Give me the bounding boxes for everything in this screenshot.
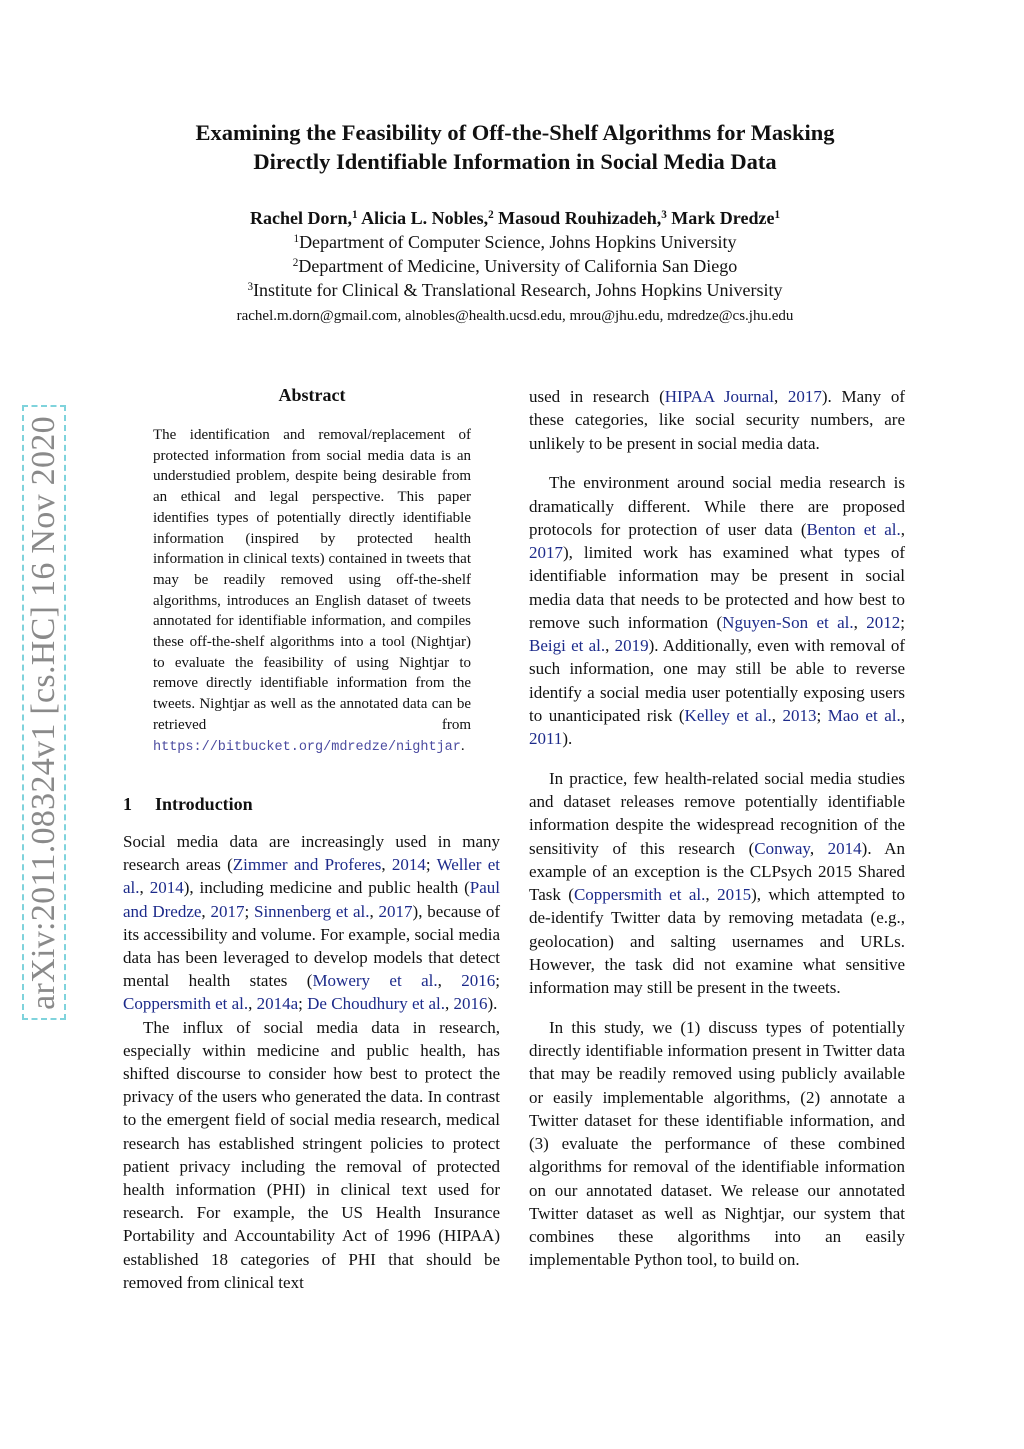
citation-link[interactable]: 2015 [717, 885, 752, 904]
citation-link[interactable]: Benton et al. [806, 519, 901, 539]
citation-link[interactable]: 2012 [866, 612, 901, 632]
arxiv-identifier-stamp [22, 405, 66, 1020]
citation-link[interactable]: 2019 [614, 636, 649, 655]
repository-link[interactable]: https://bitbucket.org/mdredze/nightjar [153, 739, 461, 755]
citation-link[interactable]: 2017 [210, 901, 245, 921]
paper-title [100, 118, 930, 176]
author-affil-mark: 1 [774, 208, 781, 221]
author-name: Alicia L. Nobles, [361, 208, 489, 228]
author-affil-mark: 3 [661, 208, 667, 221]
citation-link[interactable]: 2013 [782, 705, 817, 725]
citation-link[interactable]: 2016 [461, 971, 496, 991]
citation-link[interactable]: Coppersmith et al. [123, 994, 249, 1014]
section-title: Introduction [155, 794, 253, 814]
author-name: Rachel Dorn, [249, 208, 352, 228]
citation-link[interactable]: Beigi et al. [529, 636, 606, 655]
author-name: Masoud Rouhizadeh, [498, 208, 662, 228]
intro-paragraph-3: The environment around social media research is dramatically different. While there are proposed protocols for protection of user data (Benton et al., 2017), limited work has examined what types of identifiable information may be present in social media data that needs to be protected and how best to remove such information (Nguyen-Son et al., 2012; Beigi et al., 2019). Additionally, even with removal of such information, one may still be able to reverse identify a social media user potentially exposing users to unanticipated risk (Kelley et al., 2013; Mao et al., 2011). [529, 473, 906, 748]
citation-link[interactable]: Weller et al. [123, 855, 501, 898]
intro-paragraph-5: In this study, we (1) discuss types of potentially directly identifiable information present in Twitter data that may be readily removed using publicly available or easily implementable algorithms, (2) annotate a Twitter dataset for these identifiable information, and (3) evaluate the performance of these combined algorithms for removal of the identifiable information on our annotated dataset. We release our annotated Twitter dataset as well as Nightjar, our system that combines these algorithms into an easily implementable Python tool, to build on. [529, 1017, 905, 1270]
citation-link[interactable]: Sinnenberg et al. [254, 901, 370, 921]
citation-link[interactable]: Conway [754, 838, 810, 858]
left-column-body [123, 830, 500, 1294]
citation-link[interactable]: 2017 [378, 901, 413, 921]
abstract-text: The identification and removal/replacement of protected information from social media data is an understudied problem, despite being desirable from an ethical and legal perspective. This paper identifies types of potentially directly identifiable information (inspired by protected health information in clinical texts) contained in tweets that may be readily removed using off-the-shelf algorithms, introduces an English dataset of tweets annotated for identifiable information, and compiles these off-the-shelf algorithms into a tool (Nightjar) to evaluate the feasibility of using Nightjar to remove directly identifiable information from the tweets. Nightjar as well as the annotated data can be retrieved from https://bitbucket.org/mdredze/nightjar. [153, 427, 471, 755]
title-line-1: Examining the Feasibility of Off-the-Shelf Algorithms for Masking [195, 120, 835, 145]
section-heading-introduction [123, 792, 253, 816]
abstract-heading: Abstract [278, 385, 346, 405]
citation-link[interactable]: HIPAA Journal [664, 387, 774, 406]
citation-link[interactable]: Paul and Dredze [123, 878, 500, 921]
citation-link[interactable]: Nguyen-Son et al. [722, 612, 854, 632]
author-emails: rachel.m.dorn@gmail.com, alnobles@health.ucsd.edu, mrou@jhu.edu, mdredze@cs.jhu.edu [236, 308, 794, 324]
author-affil-mark: 1 [351, 208, 358, 221]
citation-link[interactable]: Mowery et al. [312, 971, 438, 991]
intro-paragraph-2: The influx of social media data in research, especially within medicine and public health, has shifted discourse to consider how best to protect the privacy of the users who generated the data. In contrast to the emergent field of social media research, medical research has established stringent policies to protect patient privacy including the removal of protected health information (PHI) in clinical text used for research. For example, the US Health Insurance Portability and Accountability Act of 1996 (HIPAA) established 18 categories of PHI that should be removed from clinical text [123, 1017, 500, 1292]
affiliation-2: $^2$Department of Medicine, University of California San Diego [292, 256, 738, 276]
author-list [100, 206, 930, 230]
affiliation-1: $^1$Department of Computer Science, Johns Hopkins University [293, 232, 737, 252]
citation-link[interactable]: 2016 [453, 994, 488, 1014]
author-name: Mark Dredze [671, 208, 775, 228]
intro-paragraph-2-continued: used in research (HIPAA Journal, 2017). Many of these categories, like social security numbers, are unlikely to be present in social media data. [529, 387, 906, 453]
right-column-body [529, 385, 905, 1288]
citation-link[interactable]: Coppersmith et al. [573, 885, 706, 904]
intro-paragraph-1: Social media data are increasingly used in many research areas (Zimmer and Proferes, 2014; Weller et al., 2014), including medicine and public health (Paul and Dredze, 2017; Sinnenberg et al., 2017), because of its accessibility and volume. For example, social media data has been leveraged to develop models that detect mental health states (Mowery et al., 2016; Coppersmith et al., 2014a; De Choudhury et al., 2016). [123, 832, 501, 1014]
citation-link[interactable]: Zimmer and Proferes [232, 855, 382, 875]
author-affil-mark: 2 [488, 208, 494, 221]
citation-link[interactable]: 2014 [149, 878, 184, 898]
citation-link[interactable]: Mao et al. [827, 705, 901, 725]
citation-link[interactable]: 2017 [787, 387, 822, 406]
citation-link[interactable]: 2014a [256, 994, 299, 1014]
citation-link[interactable]: 2014 [391, 855, 426, 875]
title-line-2: Directly Identifiable Information in Social Media Data [253, 149, 777, 174]
citation-link[interactable]: 2011 [529, 729, 563, 748]
citation-link[interactable]: Kelley et al. [684, 705, 772, 725]
arxiv-identifier-text: arXiv:2011.08324v1 [cs.HC] 16 Nov 2020 [25, 415, 62, 1010]
citation-link[interactable]: De Choudhury et al. [307, 994, 446, 1014]
citation-link[interactable]: 2014 [827, 838, 862, 858]
affiliation-3: $^3$Institute for Clinical & Translational Research, Johns Hopkins University [247, 280, 783, 300]
section-number: 1 [123, 794, 132, 814]
citation-link[interactable]: 2017 [529, 543, 563, 562]
intro-paragraph-4: In practice, few health-related social media studies and dataset releases remove potentially identifiable information despite the widespread recognition of the sensitivity of this research (Conway, 2014). An example of an exception is the CLPsych 2015 Shared Task (Coppersmith et al., 2015), which attempted to de-identify Twitter data by removing metadata (e.g., geolocation) and salting usernames and URLs. However, the task did not examine what sensitive information may still be present in the tweets. [529, 768, 906, 997]
